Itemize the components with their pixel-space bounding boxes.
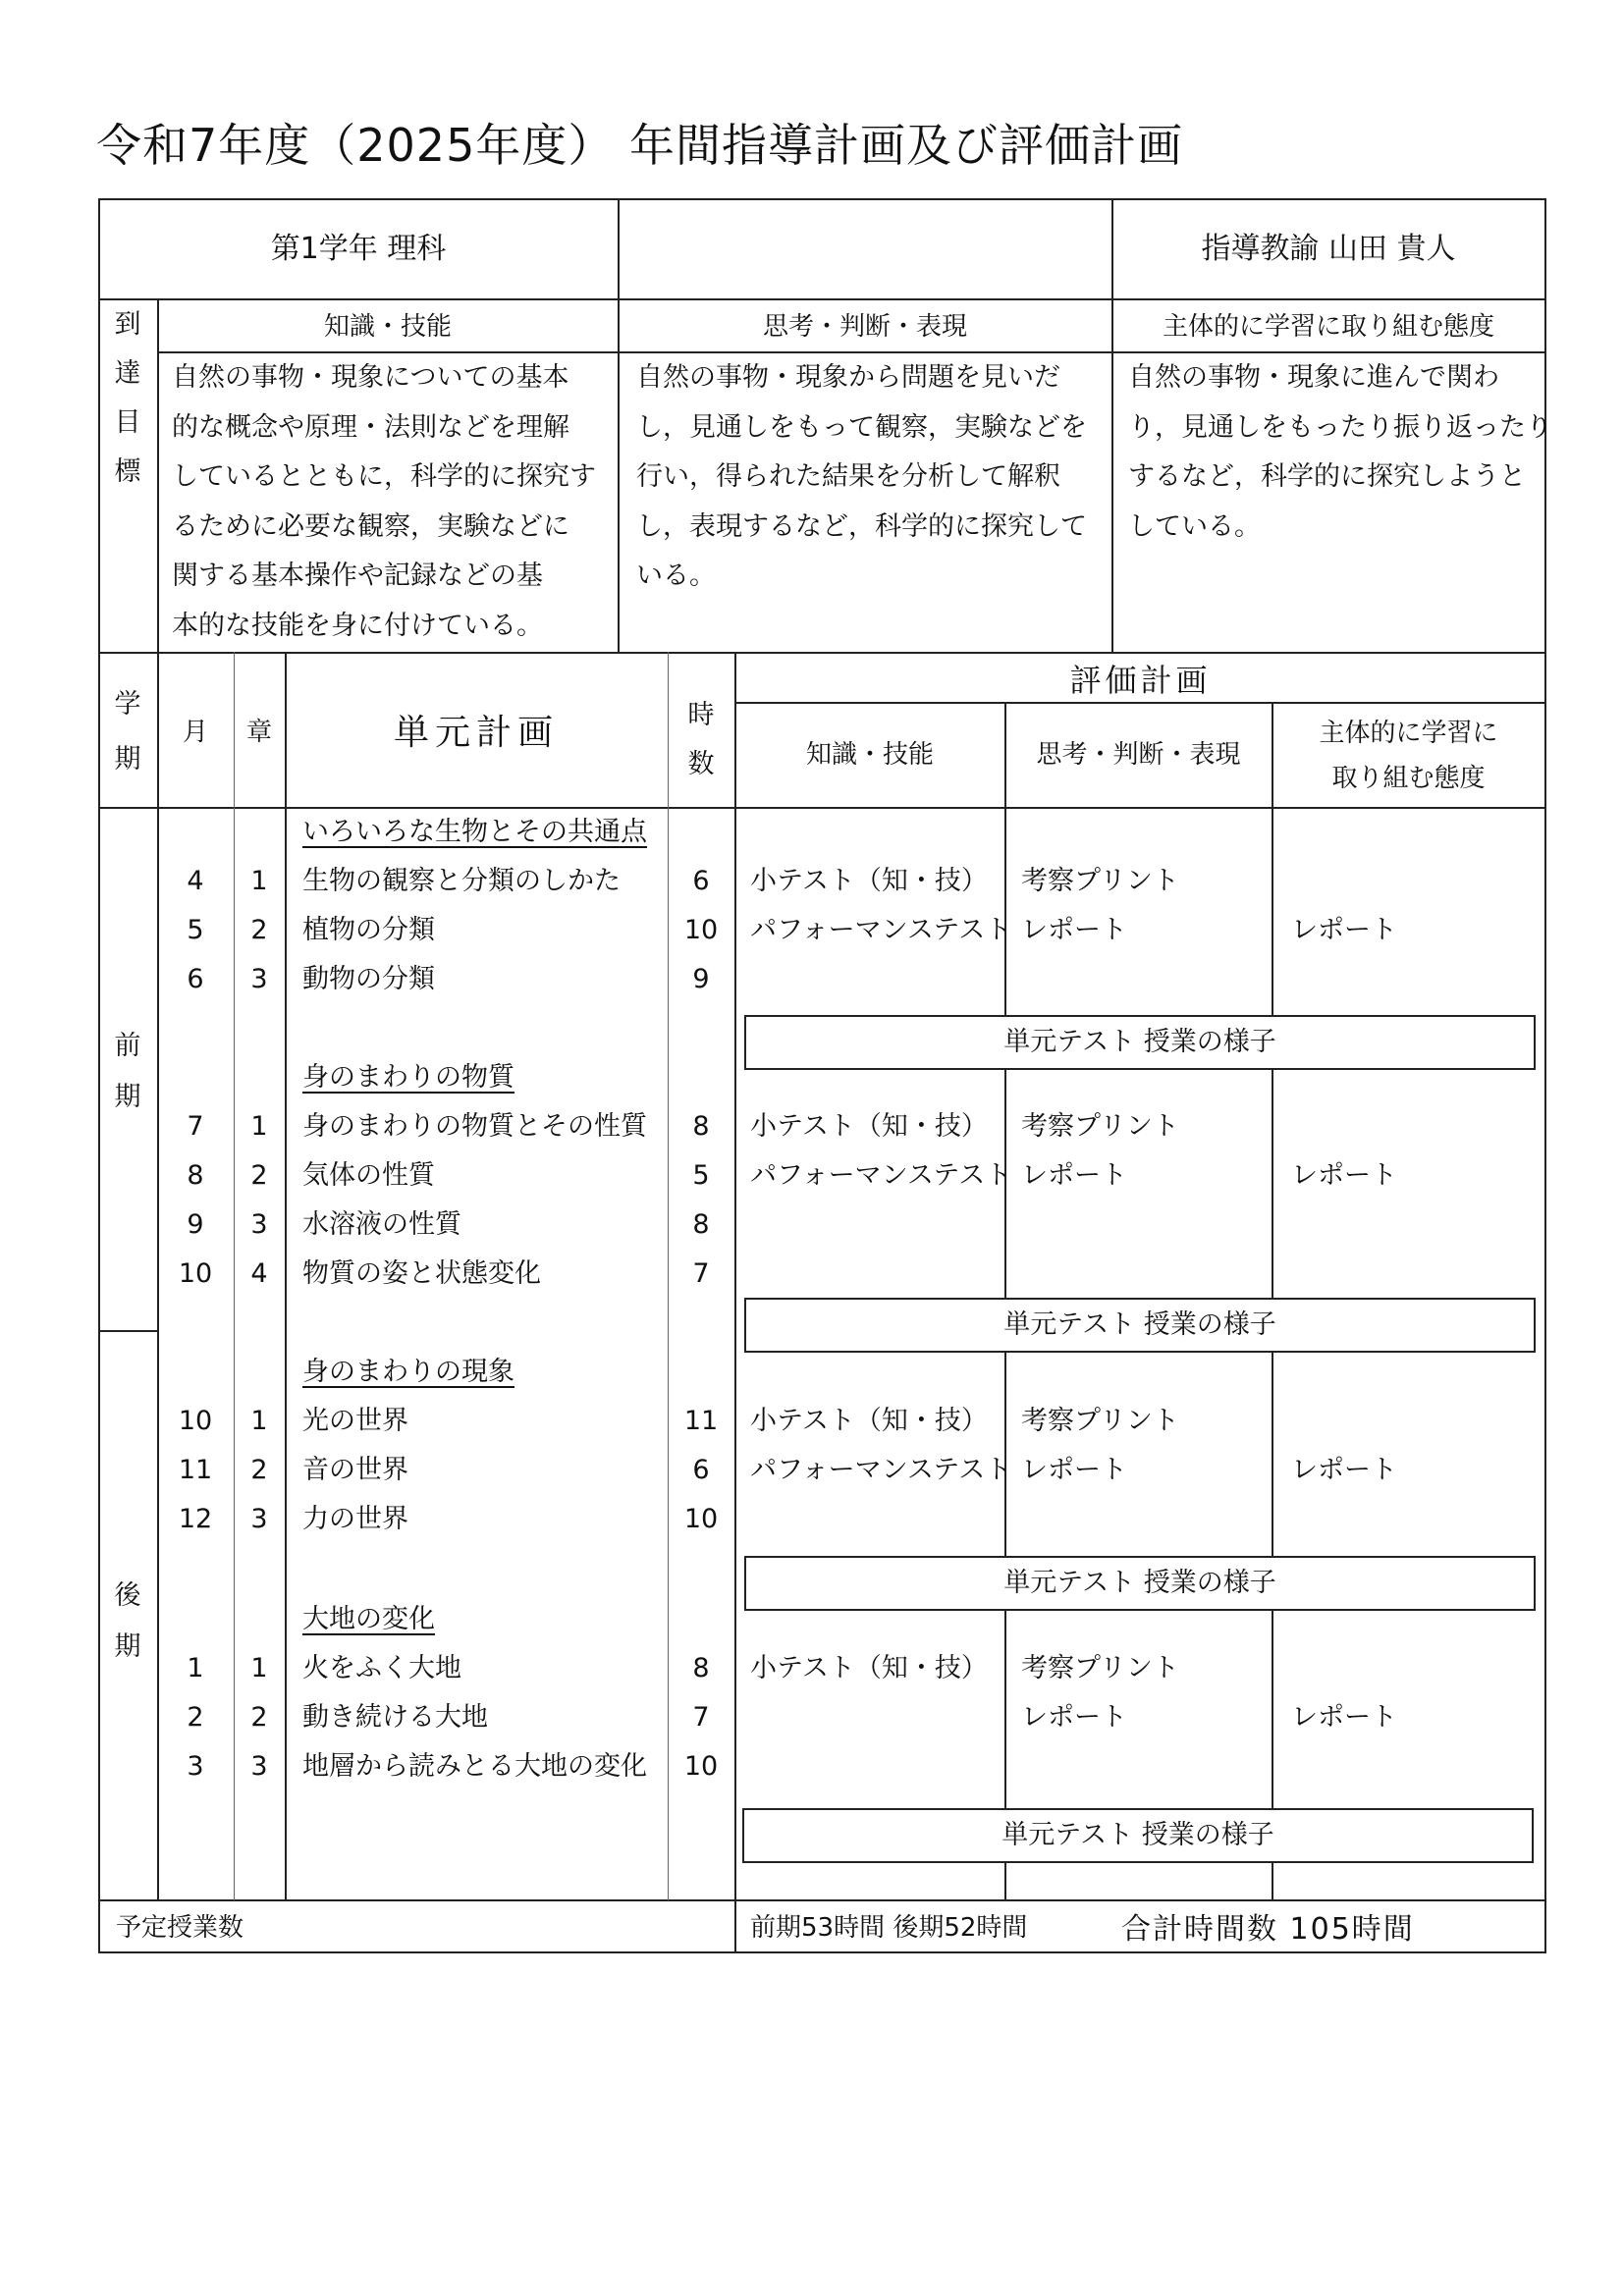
footer-bottom-border — [98, 1951, 1546, 1953]
term-header — [108, 677, 147, 787]
goal-label-line — [157, 298, 159, 652]
chapter-cell: 1 — [250, 1653, 268, 1683]
eval-attitude: レポート — [1291, 915, 1397, 945]
chapter-name: 物質の姿と状態変化 — [302, 1258, 541, 1289]
unit-summary-box: 単元テスト 授業の様子 — [744, 1015, 1536, 1070]
eval-thinking: 考察プリント — [1021, 1406, 1179, 1436]
chapter-name: 動き続ける大地 — [302, 1702, 488, 1733]
chapter-name: 音の世界 — [302, 1455, 408, 1485]
unit-title: 身のまわりの現象 — [302, 1357, 514, 1387]
chapter-header: 章 — [245, 718, 272, 747]
term-char: 後 — [114, 1580, 141, 1611]
month-cell: 4 — [187, 866, 204, 896]
chapter-cell: 1 — [250, 1111, 268, 1142]
goal-bottom-border — [98, 652, 1546, 654]
hours-cell: 10 — [683, 1751, 719, 1782]
scheduled-classes-label: 予定授業数 — [116, 1913, 244, 1943]
teacher-name: 指導教諭 山田 貴人 — [1201, 232, 1456, 266]
term-second-half — [108, 1571, 147, 1673]
eval-col-attitude-1: 主体的に学習に — [1319, 719, 1498, 748]
hours-cell: 10 — [683, 915, 719, 945]
eval-thinking: レポート — [1021, 1455, 1127, 1485]
hours-cell: 7 — [692, 1258, 710, 1289]
hours-cell: 8 — [692, 1111, 710, 1142]
chapter-cell: 2 — [250, 1160, 268, 1191]
eval-knowledge: 小テスト（知・技） — [750, 866, 988, 896]
term-header-char: 学 — [114, 689, 141, 720]
eval-thinking: レポート — [1021, 915, 1127, 945]
goal-text-attitude: 自然の事物・現象に進んで関わ り，見通しをもったり振り返ったり するなど，科学的に探究しようと している。 — [1128, 362, 1552, 542]
col-line-hours — [734, 652, 736, 1952]
goals-row-label — [108, 300, 147, 497]
eval-col-thinking: 思考・判断・表現 — [1036, 740, 1241, 770]
unit-summary-box: 単元テスト 授業の様子 — [744, 1298, 1536, 1353]
eval-thinking: レポート — [1021, 1160, 1127, 1191]
hours-cell: 6 — [692, 1455, 710, 1485]
unit-title: 身のまわりの物質 — [302, 1062, 514, 1093]
chapter-name: 光の世界 — [302, 1406, 408, 1436]
eval-thinking: 考察プリント — [1021, 1111, 1179, 1142]
chapter-cell: 2 — [250, 915, 268, 945]
chapter-name: 水溶液の性質 — [302, 1209, 461, 1240]
term-char: 期 — [114, 1082, 141, 1112]
grade-subject: 第1学年 理科 — [270, 232, 447, 266]
goals-label-char: 標 — [114, 456, 141, 487]
term-first-half — [108, 1021, 147, 1123]
eval-attitude: レポート — [1291, 1455, 1397, 1485]
goals-label-char: 到 — [114, 309, 141, 340]
hours-cell: 11 — [683, 1406, 719, 1436]
unit-title: 大地の変化 — [302, 1604, 435, 1634]
term-header-char: 期 — [114, 744, 141, 774]
month-cell: 6 — [187, 964, 204, 994]
month-cell: 11 — [178, 1455, 213, 1485]
eval-knowledge: 小テスト（知・技） — [750, 1406, 988, 1436]
goal-heading-attitude: 主体的に学習に取り組む態度 — [1162, 312, 1494, 342]
plan-bottom-border — [98, 1899, 1546, 1901]
chapter-cell: 3 — [250, 1504, 268, 1534]
month-cell: 7 — [187, 1111, 204, 1142]
chapter-cell: 1 — [250, 1406, 268, 1436]
hours-cell: 6 — [692, 866, 710, 896]
eval-knowledge: パフォーマンステスト — [750, 915, 1012, 945]
chapter-cell: 3 — [250, 1751, 268, 1782]
unit-title: いろいろな生物とその共通点 — [302, 817, 647, 847]
eval-col-attitude-2: 取り組む態度 — [1331, 764, 1486, 793]
term-hours: 前期53時間 後期52時間 — [750, 1913, 1028, 1943]
chapter-name: 生物の観察と分類のしかた — [302, 866, 621, 896]
hours-header-char: 時 — [687, 700, 715, 730]
month-cell: 8 — [187, 1160, 204, 1191]
month-cell: 5 — [187, 915, 204, 945]
header-divider — [98, 298, 1546, 300]
top-border — [98, 198, 1546, 200]
unit-summary-box: 単元テスト 授業の様子 — [744, 1556, 1536, 1611]
chapter-name: 植物の分類 — [302, 915, 435, 945]
chapter-cell: 1 — [250, 866, 268, 896]
month-cell: 9 — [187, 1209, 204, 1240]
hours-header-char: 数 — [687, 749, 715, 779]
hours-cell: 5 — [692, 1160, 710, 1191]
eval-thinking: 考察プリント — [1021, 866, 1179, 896]
month-cell: 10 — [178, 1406, 213, 1436]
month-cell: 2 — [187, 1702, 204, 1733]
goal-text-knowledge: 自然の事物・現象についての基本 的な概念や原理・法則などを理解 しているとともに，科学的に探究す るために必要な観察，実験などに 関する基本操作や記録などの基 本的な技能を身に付けている。 — [172, 362, 596, 641]
hours-cell: 7 — [692, 1702, 710, 1733]
hours-cell: 8 — [692, 1209, 710, 1240]
month-header: 月 — [182, 718, 208, 747]
eval-attitude: レポート — [1291, 1160, 1397, 1191]
eval-knowledge: 小テスト（知・技） — [750, 1111, 988, 1142]
month-cell: 10 — [178, 1258, 213, 1289]
total-hours: 合計時間数 105時間 — [1121, 1912, 1415, 1947]
month-cell: 12 — [178, 1504, 213, 1534]
hours-header — [681, 691, 721, 789]
goals-label-char: 目 — [114, 407, 141, 438]
eval-col-knowledge: 知識・技能 — [805, 740, 934, 770]
month-cell: 3 — [187, 1751, 204, 1782]
hours-cell: 9 — [692, 964, 710, 994]
hours-cell: 8 — [692, 1653, 710, 1683]
chapter-name: 動物の分類 — [302, 964, 435, 994]
goal-heading-knowledge: 知識・技能 — [323, 312, 452, 342]
eval-knowledge: 小テスト（知・技） — [750, 1653, 988, 1683]
chapter-cell: 2 — [250, 1702, 268, 1733]
chapter-name: 火をふく大地 — [302, 1653, 461, 1683]
eval-heading-divider — [734, 702, 1546, 704]
chapter-cell: 4 — [250, 1258, 268, 1289]
term-char: 期 — [114, 1631, 141, 1662]
col-line-chapter — [285, 652, 287, 1900]
chapter-cell: 2 — [250, 1455, 268, 1485]
eval-attitude: レポート — [1291, 1702, 1397, 1733]
chapter-name: 地層から読みとる大地の変化 — [302, 1751, 647, 1782]
eval-thinking: レポート — [1021, 1702, 1127, 1733]
goal-heading-thinking: 思考・判断・表現 — [762, 312, 967, 342]
goals-label-char: 達 — [114, 358, 141, 389]
hours-cell: 10 — [683, 1504, 719, 1534]
chapter-name: 力の世界 — [302, 1504, 408, 1534]
chapter-cell: 3 — [250, 1209, 268, 1240]
chapter-cell: 3 — [250, 964, 268, 994]
term-char: 前 — [114, 1031, 141, 1061]
unit-plan-header: 単元計画 — [393, 713, 559, 753]
goal-text-thinking: 自然の事物・現象から問題を見いだ し，見通しをもって観察，実験などを 行い，得られた結果を分析して解釈 し，表現するなど，科学的に探究して いる。 — [636, 362, 1087, 591]
eval-knowledge: パフォーマンステスト — [750, 1455, 1012, 1485]
page-title: 令和7年度（2025年度） 年間指導計画及び評価計画 — [96, 119, 1183, 172]
chapter-name: 身のまわりの物質とその性質 — [302, 1111, 647, 1142]
left-border — [98, 198, 100, 1953]
term-divider — [98, 1330, 159, 1332]
month-cell: 1 — [187, 1653, 204, 1683]
chapter-name: 気体の性質 — [302, 1160, 435, 1191]
eval-thinking: 考察プリント — [1021, 1653, 1179, 1683]
eval-plan-header: 評価計画 — [1069, 662, 1212, 699]
unit-summary-box: 単元テスト 授業の様子 — [742, 1808, 1534, 1863]
eval-knowledge: パフォーマンステスト — [750, 1160, 1012, 1191]
